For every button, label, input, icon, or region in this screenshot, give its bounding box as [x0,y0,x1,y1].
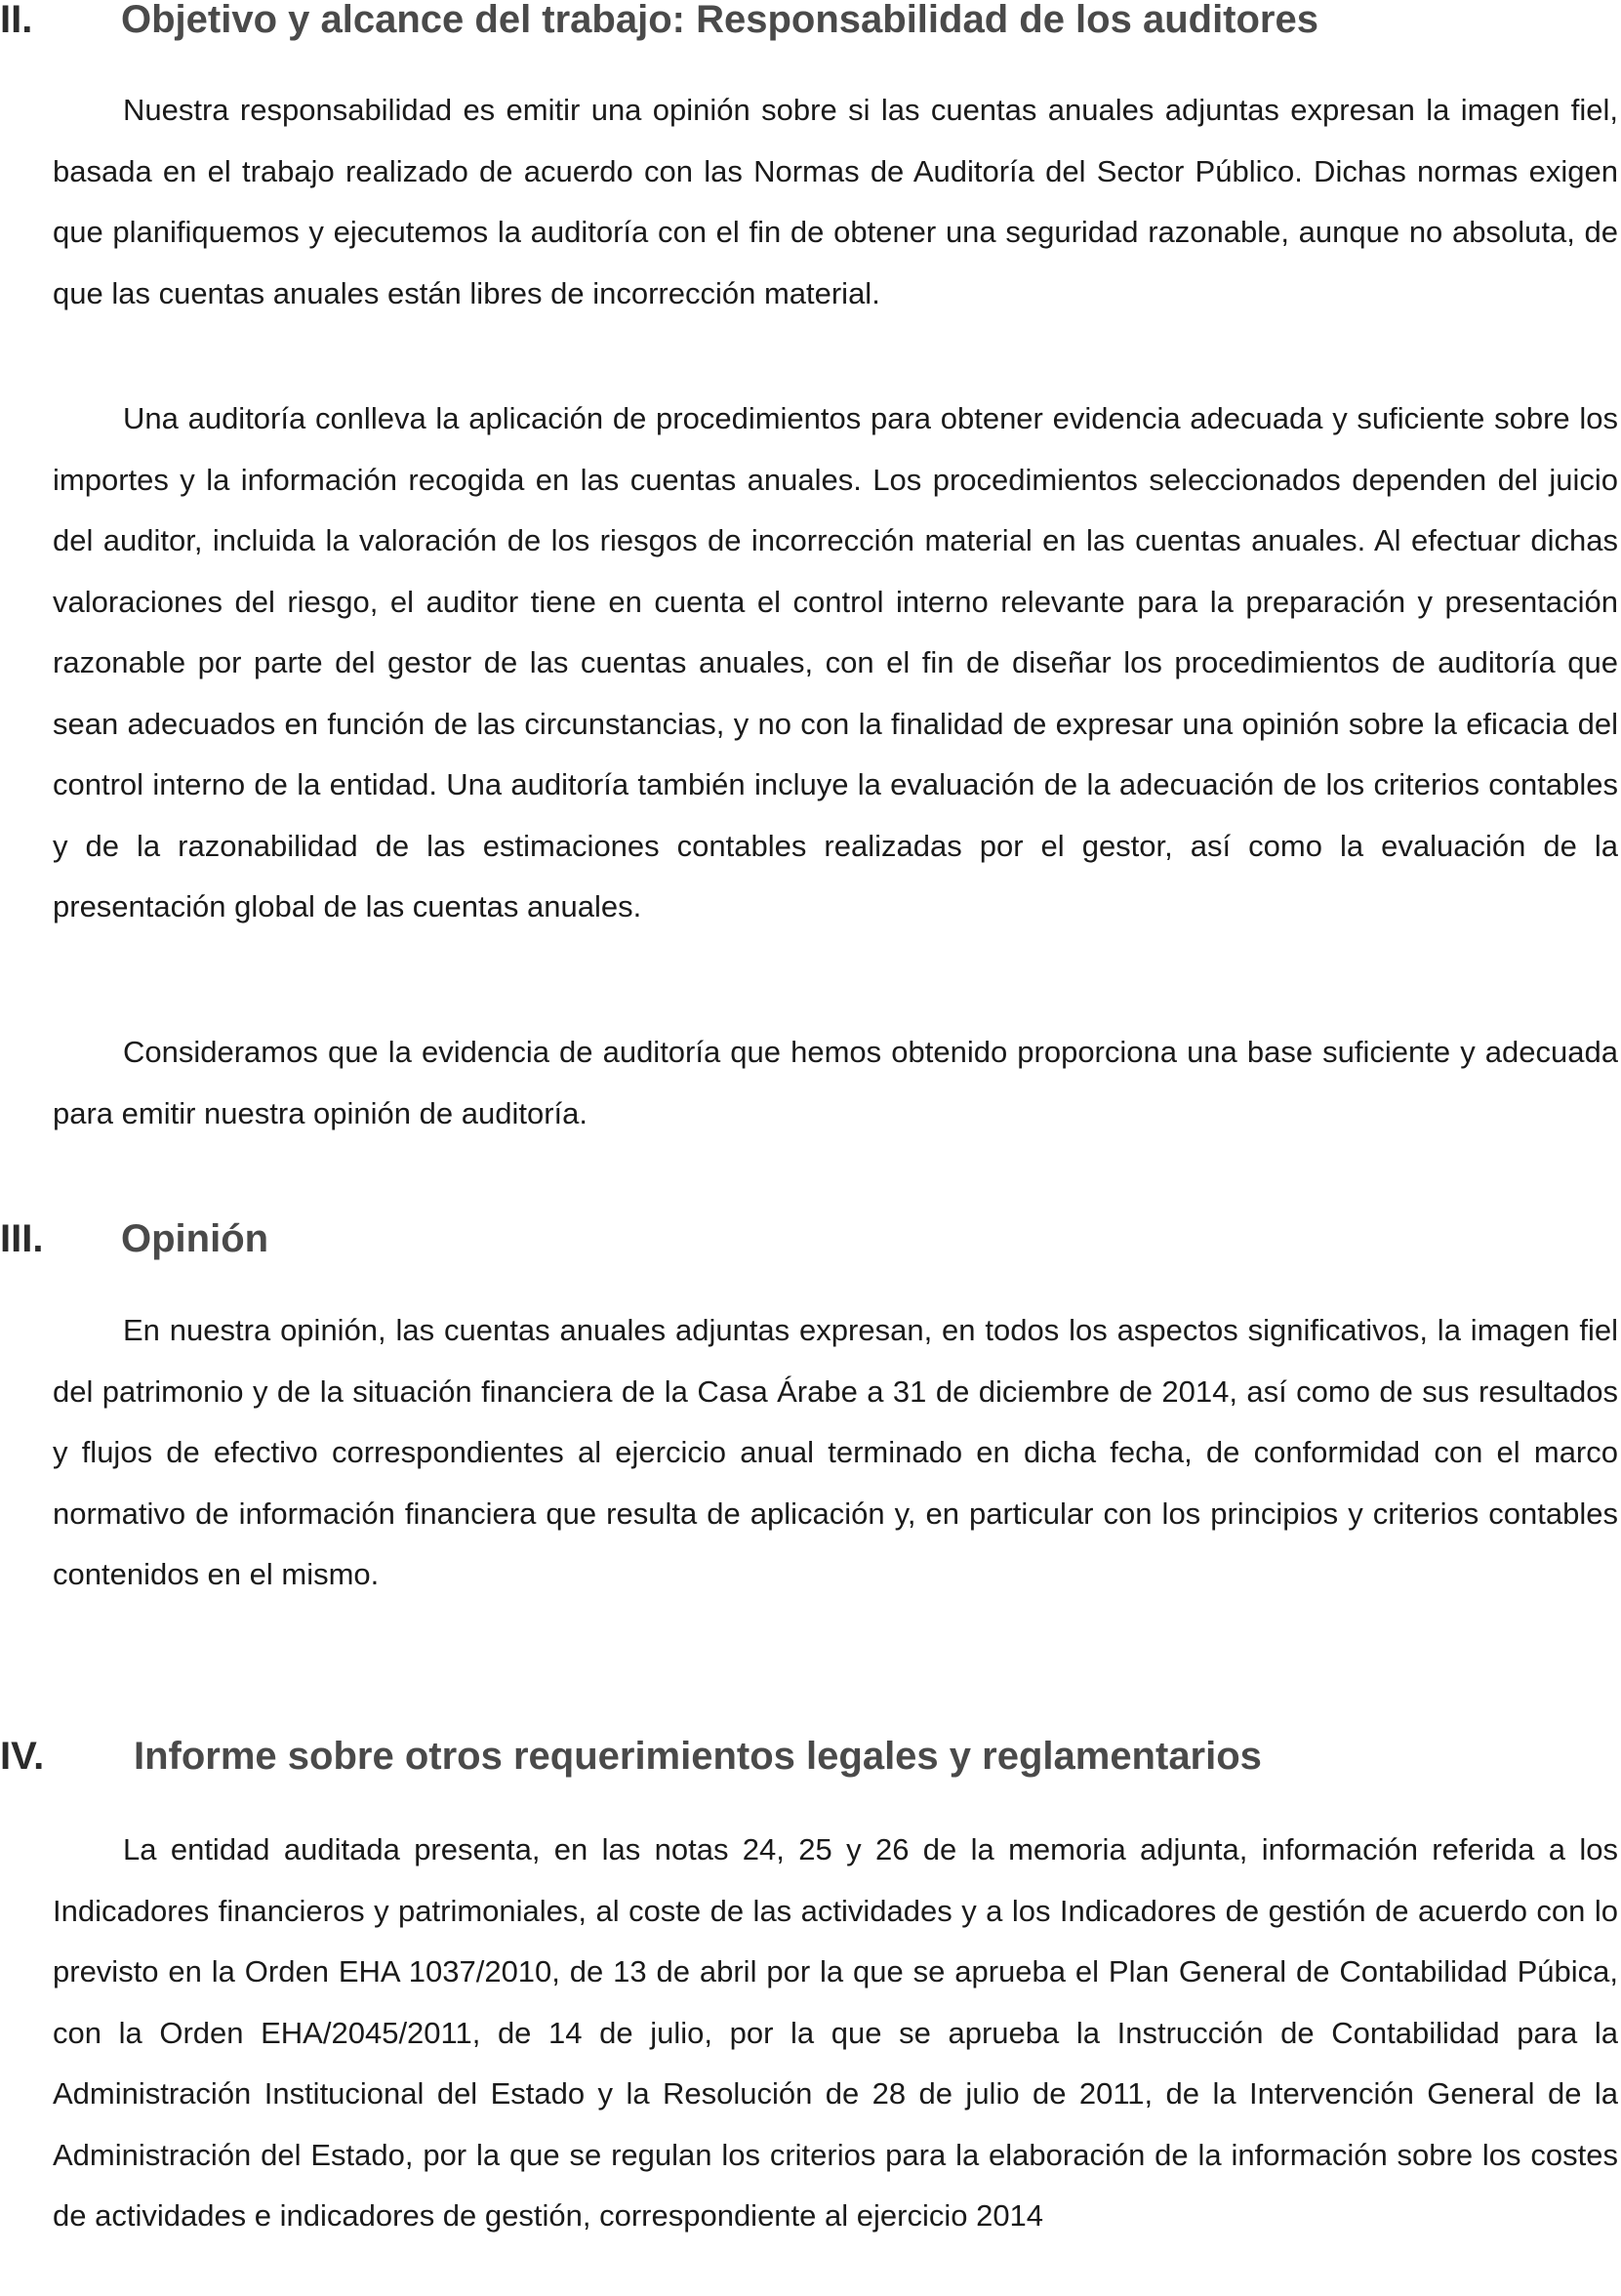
section-number-ii: II. [0,0,33,41]
paragraph-opinion: En nuestra opinión, las cuentas anuales adjuntas expresan, en todos los aspectos significativos, la imagen fiel del patrimonio y de la situación financiera de la Casa Árabe a 31 de diciembre de 2014, así como de sus resultados y flujos de efectivo correspondientes al ejercicio anual terminado en dicha fecha, de conformidad con el marco normativo de información financiera que resulta de aplicación y, en particular con los principios y criterios contables contenidos en el mismo. [53,1313,1618,1591]
section-title-ii: Objetivo y alcance del trabajo: Responsabilidad de los auditores [121,0,1318,41]
section-title-iv: Informe sobre otros requerimientos legales y reglamentarios [134,1735,1262,1778]
paragraph-otros-requerimientos: La entidad auditada presenta, en las notas 24, 25 y 26 de la memoria adjunta, información referida a los Indicadores financieros y patrimoniales, al coste de las actividades y a los Indicadores de gestión de acuerdo con lo previsto en la Orden EHA 1037/2010, de 13 de abril por la que se aprueba el Plan General de Contabilidad Púbica, con la Orden EHA/2045/2011, de 14 de julio, por la que se aprueba la Instrucción de Contabilidad para la Administración Institucional del Estado y la Resolución de 28 de julio de 2011, de la Intervención General de la Administración del Estado, por la que se regulan los criterios para la elaboración de la información sobre los costes de actividades e indicadores de gestión, correspondiente al ejercicio 2014 [53,1832,1618,2233]
section-heading-ii [0,0,1318,41]
paragraph-responsabilidad: Nuestra responsabilidad es emitir una opinión sobre si las cuentas anuales adjuntas expresan la imagen fiel, basada en el trabajo realizado de acuerdo con las Normas de Auditoría del Sector Público. Dichas normas exigen que planifiquemos y ejecutemos la auditoría con el fin de obtener una seguridad razonable, aunque no absoluta, de que las cuentas anuales están libres de incorrección material. [53,93,1618,310]
section-number-iii: III. [0,1217,44,1260]
paragraph-evidencia: Consideramos que la evidencia de auditoría que hemos obtenido proporciona una base suficiente y adecuada para emitir nuestra opinión de auditoría. [53,1035,1618,1130]
section-title-iii: Opinión [121,1217,269,1260]
section-number-iv: IV. [0,1735,45,1778]
paragraph-procedimientos: Una auditoría conlleva la aplicación de procedimientos para obtener evidencia adecuada y suficiente sobre los importes y la información recogida en las cuentas anuales. Los procedimientos seleccionados dependen del juicio del auditor, incluida la valoración de los riesgos de incorrección material en las cuentas anuales. Al efectuar dichas valoraciones del riesgo, el auditor tiene en cuenta el control interno relevante para la preparación y presentación razonable por parte del gestor de las cuentas anuales, con el fin de diseñar los procedimientos de auditoría que sean adecuados en función de las circunstancias, y no con la finalidad de expresar una opinión sobre la eficacia del control interno de la entidad. Una auditoría también incluye la evaluación de la adecuación de los criterios contables y de la razonabilidad de las estimaciones contables realizadas por el gestor, así como la evaluación de la presentación global de las cuentas anuales. [53,401,1618,923]
section-heading-iii [0,1217,268,1260]
section-heading-iv [0,1735,1262,1778]
